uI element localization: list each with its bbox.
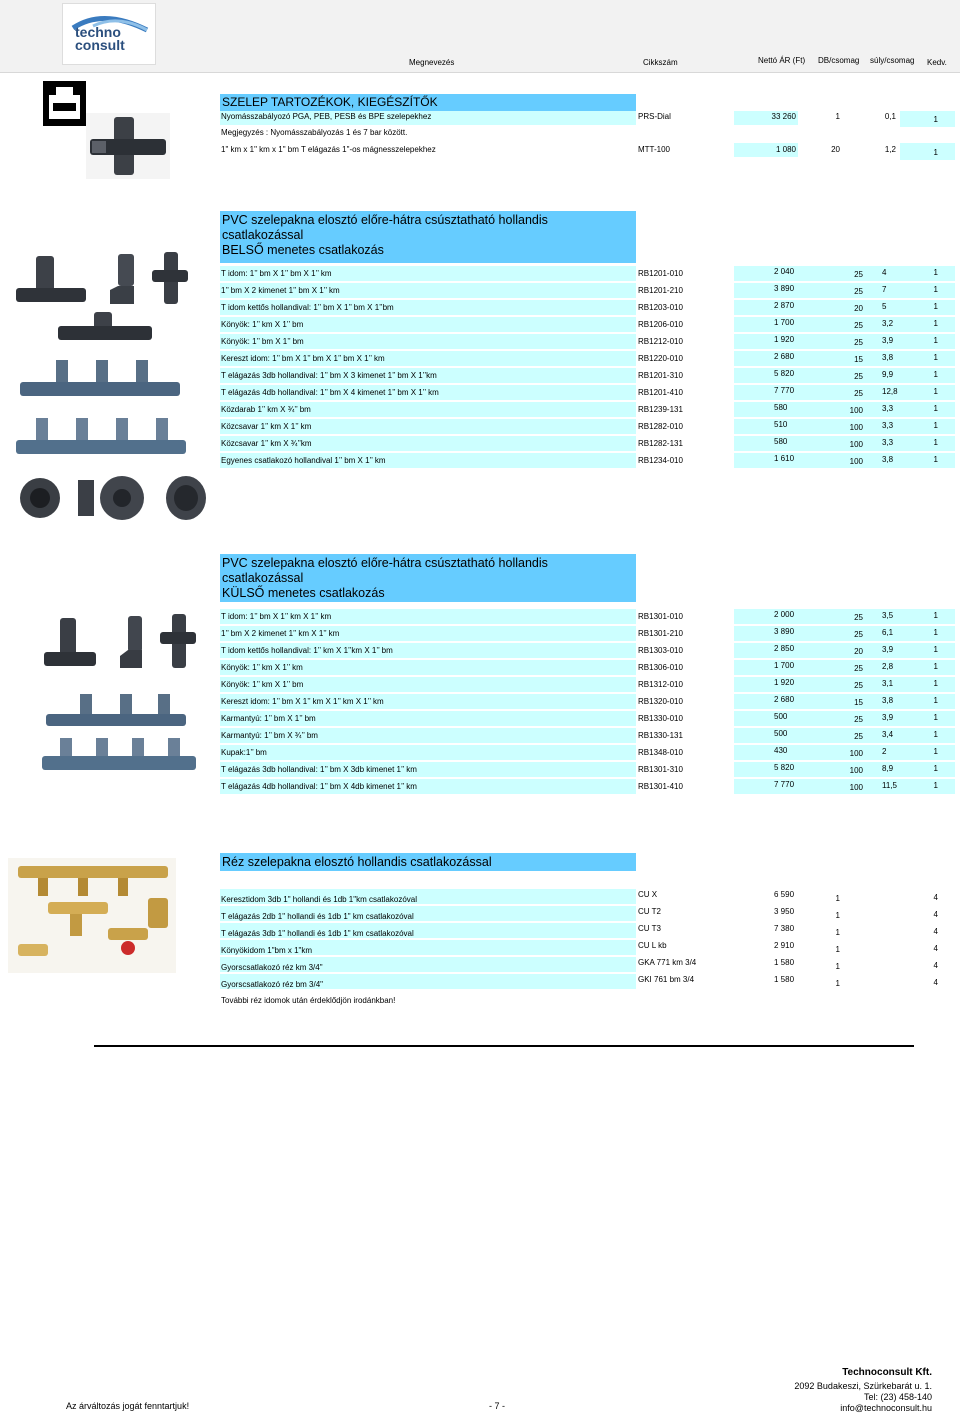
item-weight: 3,3: [882, 438, 894, 447]
item-code: RB1206-010: [638, 320, 683, 329]
item-pack: 20: [854, 304, 863, 313]
item-pack: 25: [854, 270, 863, 279]
item-discount: 4: [933, 910, 938, 919]
item-pack: 1: [835, 928, 840, 937]
item-discount: 4: [933, 944, 938, 953]
item-code: RB1201-210: [638, 286, 683, 295]
item-price: 1 580: [774, 958, 795, 967]
item-price: 2 680: [774, 695, 795, 704]
table-row: T idom kettős hollandival: 1’’ bm X 1’’ bm X 1’’bm: [221, 303, 394, 312]
item-weight: 3,9: [882, 713, 894, 722]
item-weight: 2,8: [882, 662, 894, 671]
item-code: RB1203-010: [638, 303, 683, 312]
item-price: 1 610: [774, 454, 795, 463]
item-code: RB1312-010: [638, 680, 683, 689]
item-weight: 2: [882, 747, 887, 756]
item-discount: 1: [933, 336, 938, 345]
item-pack: 1: [835, 112, 840, 121]
section2-title-line1: PVC szelepakna elosztó előre-hátra csúsztatható hollandis: [222, 213, 548, 227]
item-discount: 1: [933, 696, 938, 705]
item-code: MTT-100: [638, 145, 671, 154]
item-price: 7 770: [774, 386, 795, 395]
item-price: 580: [774, 403, 788, 412]
table-row: 1’’ bm X 2 kimenet 1’’ km X 1’’ km: [221, 629, 340, 638]
item-pack: 20: [831, 145, 840, 154]
item-code: CU T2: [638, 907, 661, 916]
table-row: Gyorscsatlakozó réz km 3/4": [221, 963, 323, 972]
section3-title-line3: KÜLSŐ menetes csatlakozás: [222, 586, 385, 600]
logo-text-2: consult: [75, 37, 125, 53]
item-weight: 1,2: [884, 145, 896, 154]
item-pack: 100: [849, 423, 863, 432]
section3-title: [220, 554, 636, 602]
coupling-icon: [18, 474, 208, 522]
col-header-disc: Kedv.: [927, 58, 947, 67]
item-pack: 100: [849, 440, 863, 449]
item-code: CU X: [638, 890, 658, 899]
col-header-code: Cikkszám: [643, 58, 678, 67]
item-discount: 1: [933, 645, 938, 654]
item-discount: 1: [933, 455, 938, 464]
section1-note: Megjegyzés : Nyomásszabályozás 1 és 7 bar között.: [221, 128, 408, 137]
section2-title: [220, 211, 636, 263]
table-row: T idom: 1’’ bm X 1’’ km X 1’’ km: [221, 612, 332, 621]
item-weight: 5: [882, 302, 887, 311]
item-pack: 15: [854, 698, 863, 707]
item-pack: 25: [854, 681, 863, 690]
item-price: 1 920: [774, 335, 795, 344]
item-pack: 100: [849, 766, 863, 775]
table-row: Könyök: 1’’ bm X 1’’ bm: [221, 337, 304, 346]
item-weight: 4: [882, 268, 887, 277]
item-pack: 25: [854, 287, 863, 296]
item-code: RB1201-410: [638, 388, 683, 397]
table-row: 1’’ bm X 2 kimenet 1’’ bm X 1’’ km: [221, 286, 340, 295]
item-code: PRS-Dial: [638, 112, 671, 121]
item-price: 5 820: [774, 369, 795, 378]
table-row: Könyök: 1’’ km X 1’’ bm: [221, 320, 304, 329]
item-price: 7 380: [774, 924, 795, 933]
item-code: RB1201-010: [638, 269, 683, 278]
item-code: RB1282-131: [638, 439, 683, 448]
item-code: RB1201-310: [638, 371, 683, 380]
item-discount: 1: [933, 628, 938, 637]
table-row: Nyomásszabályozó PGA, PEB, PESB és BPE szelepekhez: [221, 112, 432, 121]
item-pack: 25: [854, 715, 863, 724]
table-row: T idom kettős hollandival: 1’’ km X 1’’km X 1’’ bm: [221, 646, 393, 655]
table-row: T elágazás 3db hollandival: 1’’ bm X 3db kimenet 1’’ km: [221, 765, 417, 774]
item-price: 1 920: [774, 678, 795, 687]
table-row: Egyenes csatlakozó hollandival 1’’ bm X 1’’ km: [221, 456, 386, 465]
table-row: 1" km x 1" km x 1" bm T elágazás 1"-os mágnesszelepekhez: [221, 145, 436, 154]
item-price: 2 870: [774, 301, 795, 310]
company-logo: [62, 3, 156, 65]
table-row: T elágazás 4db hollandival: 1’’ bm X 4db kimenet 1’’ km: [221, 782, 417, 791]
item-code: RB1234-010: [638, 456, 683, 465]
item-weight: 3,8: [882, 353, 894, 362]
item-price: 1 700: [774, 661, 795, 670]
item-discount: 1: [933, 747, 938, 756]
item-price: 2 000: [774, 610, 795, 619]
table-row: T elágazás 3db 1" hollandi és 1db 1" km csatlakozóval: [221, 929, 414, 938]
item-price: 6 590: [774, 890, 795, 899]
item-discount: 1: [933, 611, 938, 620]
section4-title: Réz szelepakna elosztó hollandis csatlakozással: [220, 853, 636, 871]
item-code: CU L kb: [638, 941, 667, 950]
item-price: 3 890: [774, 284, 795, 293]
item-code: RB1306-010: [638, 663, 683, 672]
item-discount: 1: [933, 302, 938, 311]
item-pack: 1: [835, 911, 840, 920]
item-code: GKA 771 km 3/4: [638, 958, 697, 967]
section2-title-line3: BELSŐ menetes csatlakozás: [222, 243, 384, 257]
item-weight: 3,5: [882, 611, 894, 620]
item-weight: 3,2: [882, 319, 894, 328]
col-header-name: Megnevezés: [409, 58, 455, 67]
pvc-fittings-icon: [14, 250, 189, 465]
item-discount: 1: [933, 730, 938, 739]
item-code: RB1282-010: [638, 422, 683, 431]
item-weight: 11,5: [882, 781, 897, 790]
item-discount: 1: [933, 115, 938, 124]
item-discount: 1: [933, 387, 938, 396]
table-row: T elágazás 3db hollandival: 1’’ bm X 3 kimenet 1’’ bm X 1’’km: [221, 371, 437, 380]
row-bg: [220, 745, 636, 760]
item-discount: 1: [933, 781, 938, 790]
item-discount: 1: [933, 662, 938, 671]
item-discount: 4: [933, 978, 938, 987]
item-price: 430: [774, 746, 788, 755]
table-row: T idom: 1’’ bm X 1’’ bm X 1’’ km: [221, 269, 332, 278]
item-price: 1 700: [774, 318, 795, 327]
table-row: Könyökidom 1"bm x 1"km: [221, 946, 313, 955]
item-price: 3 890: [774, 627, 795, 636]
item-discount: 4: [933, 893, 938, 902]
item-pack: 25: [854, 372, 863, 381]
item-pack: 1: [835, 894, 840, 903]
item-price: 3 950: [774, 907, 795, 916]
item-weight: 6,1: [882, 628, 894, 637]
item-price: 1 080: [775, 145, 796, 154]
section2-title-line2: csatlakozással: [222, 228, 304, 242]
item-pack: 1: [835, 962, 840, 971]
item-code: RB1303-010: [638, 646, 683, 655]
t-fitting-icon: [86, 113, 170, 179]
table-row: Keresztidom 3db 1" hollandi és 1db 1"km csatlakozóval: [221, 895, 418, 904]
item-pack: 25: [854, 338, 863, 347]
manifold-icon: [40, 610, 200, 780]
item-code: RB1212-010: [638, 337, 683, 346]
brass-manifold-icon: [8, 858, 176, 973]
section3-title-line2: csatlakozással: [222, 571, 304, 585]
item-discount: 1: [933, 764, 938, 773]
footer-company: Technoconsult Kft.: [842, 1367, 932, 1378]
item-pack: 1: [835, 979, 840, 988]
item-discount: 1: [933, 268, 938, 277]
footer-email: info@technoconsult.hu: [840, 1403, 932, 1413]
table-row: Könyök: 1’’ km X 1’’ bm: [221, 680, 304, 689]
item-discount: 1: [933, 438, 938, 447]
item-weight: 3,9: [882, 336, 894, 345]
divider: [94, 1045, 914, 1047]
item-discount: 1: [933, 285, 938, 294]
item-code: RB1301-310: [638, 765, 683, 774]
item-discount: 1: [933, 148, 938, 157]
section4-note: További réz idomok után érdeklődjön irodánkban!: [221, 996, 396, 1005]
item-discount: 1: [933, 679, 938, 688]
item-price: 5 820: [774, 763, 795, 772]
item-price: 2 910: [774, 941, 795, 950]
item-pack: 100: [849, 783, 863, 792]
footer-address: 2092 Budakeszi, Szürkebarát u. 1.: [794, 1381, 932, 1391]
item-code: RB1301-410: [638, 782, 683, 791]
page-number: - 7 -: [489, 1401, 506, 1411]
item-code: RB1330-010: [638, 714, 683, 723]
item-discount: 1: [933, 713, 938, 722]
item-price: 2 850: [774, 644, 795, 653]
item-pack: 25: [854, 732, 863, 741]
item-price: 33 260: [771, 112, 796, 121]
item-code: RB1239-131: [638, 405, 683, 414]
item-pack: 25: [854, 664, 863, 673]
item-price: 500: [774, 712, 788, 721]
item-weight: 3,9: [882, 645, 894, 654]
item-pack: 25: [854, 321, 863, 330]
item-pack: 1: [835, 945, 840, 954]
item-code: GKI 761 bm 3/4: [638, 975, 695, 984]
item-discount: 1: [933, 370, 938, 379]
item-price: 1 580: [774, 975, 795, 984]
table-row: Kereszt idom: 1’’ bm X 1’’ bm X 1’’ bm X 1’’ km: [221, 354, 385, 363]
footer-phone: Tel: (23) 458-140: [863, 1392, 932, 1402]
item-pack: 100: [849, 406, 863, 415]
footer-rights: Az árváltozás jogát fenntartjuk!: [66, 1401, 190, 1411]
item-discount: 1: [933, 353, 938, 362]
item-weight: 3,4: [882, 730, 894, 739]
table-row: Karmantyú: 1’’ bm X ¾’’ bm: [221, 731, 318, 740]
item-price: 500: [774, 729, 788, 738]
item-pack: 20: [854, 647, 863, 656]
item-discount: 4: [933, 927, 938, 936]
item-weight: 3,3: [882, 404, 894, 413]
item-weight: 3,1: [882, 679, 894, 688]
item-pack: 25: [854, 613, 863, 622]
item-weight: 3,8: [882, 696, 894, 705]
table-row: Kereszt idom: 1’’ bm X 1’’ km X 1’’ km X 1’’ km: [221, 697, 384, 706]
item-weight: 0,1: [884, 112, 896, 121]
item-price: 2 040: [774, 267, 795, 276]
item-price: 580: [774, 437, 788, 446]
section3-title-line1: PVC szelepakna elosztó előre-hátra csúsztatható hollandis: [222, 556, 548, 570]
pressure-regulator-icon: [43, 81, 86, 126]
table-row: T elágazás 4db hollandival: 1’’ bm X 4 kimenet 1’’ bm X 1’’ km: [221, 388, 439, 397]
table-row: Közcsavar 1’’ km X ¾’’km: [221, 439, 312, 448]
item-code: RB1330-131: [638, 731, 683, 740]
item-pack: 25: [854, 630, 863, 639]
item-discount: 1: [933, 421, 938, 430]
logo-text-1: techno: [75, 24, 121, 40]
item-price: 510: [774, 420, 788, 429]
table-row: Közdarab 1’’ km X ¾’’ bm: [221, 405, 311, 414]
item-code: RB1301-210: [638, 629, 683, 638]
table-row: Könyök: 1’’ km X 1’’ km: [221, 663, 303, 672]
item-price: 7 770: [774, 780, 795, 789]
item-code: RB1348-010: [638, 748, 683, 757]
col-header-price: Nettó ÁR (Ft): [758, 56, 806, 65]
item-discount: 4: [933, 961, 938, 970]
item-code: RB1301-010: [638, 612, 683, 621]
table-row: Kupak:1’’ bm: [221, 748, 267, 757]
item-pack: 15: [854, 355, 863, 364]
item-weight: 3,3: [882, 421, 894, 430]
table-row: T elágazás 2db 1" hollandi és 1db 1" km csatlakozóval: [221, 912, 414, 921]
col-header-weight: súly/csomag: [870, 56, 915, 65]
item-weight: 9,9: [882, 370, 894, 379]
item-weight: 12,8: [882, 387, 898, 396]
item-pack: 100: [849, 457, 863, 466]
item-code: RB1320-010: [638, 697, 683, 706]
item-discount: 1: [933, 319, 938, 328]
section1-title: SZELEP TARTOZÉKOK, KIEGÉSZÍTŐK: [220, 94, 636, 111]
item-discount: 1: [933, 404, 938, 413]
item-code: RB1220-010: [638, 354, 683, 363]
col-header-pack: DB/csomag: [818, 56, 860, 65]
table-row: Közcsavar 1’’ km X 1’’ km: [221, 422, 312, 431]
table-row: Karmantyú: 1’’ bm X 1’’ bm: [221, 714, 316, 723]
table-row: Gyorscsatlakozó réz bm 3/4": [221, 980, 323, 989]
item-pack: 25: [854, 389, 863, 398]
item-code: CU T3: [638, 924, 661, 933]
item-weight: 8,9: [882, 764, 894, 773]
item-weight: 7: [882, 285, 887, 294]
item-pack: 100: [849, 749, 863, 758]
item-price: 2 680: [774, 352, 795, 361]
item-weight: 3,8: [882, 455, 894, 464]
